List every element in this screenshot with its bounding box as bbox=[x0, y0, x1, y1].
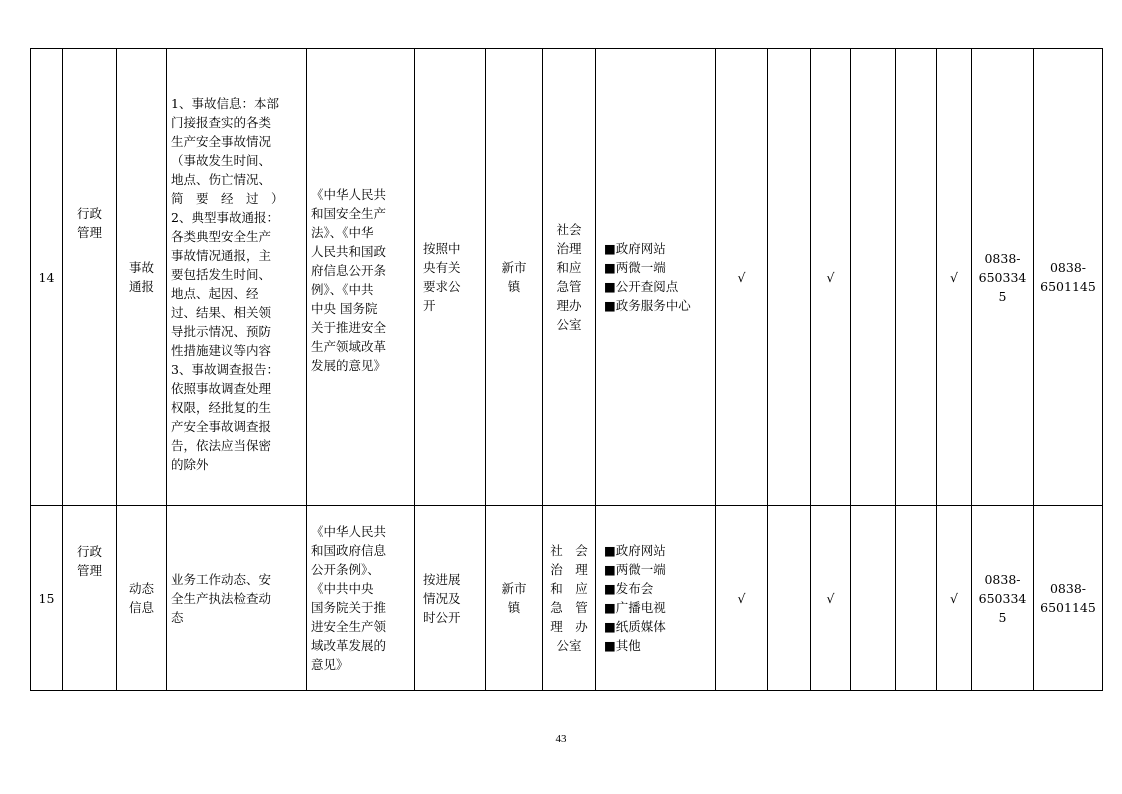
subject-cell: 新市 镇 bbox=[486, 49, 543, 506]
channel-item: ■两微一端 bbox=[604, 562, 666, 577]
department-cell: 社会 治理 和应 急管 理办 公室 bbox=[543, 49, 596, 506]
channels-cell bbox=[596, 506, 716, 691]
check-cell: √ bbox=[937, 49, 972, 506]
page-number: 43 bbox=[555, 733, 567, 745]
channel-item: ■广播电视 bbox=[604, 600, 666, 615]
channel-item: ■政府网站 bbox=[604, 241, 666, 256]
contact-phone-1: 0838- 650334 5 bbox=[972, 49, 1034, 506]
channel-item: ■两微一端 bbox=[604, 260, 666, 275]
item-cell: 事故 通报 bbox=[117, 49, 167, 506]
table-row bbox=[31, 506, 1103, 691]
table-row bbox=[31, 49, 1103, 506]
row-number: 15 bbox=[31, 506, 63, 691]
category-cell: 行政 管理 bbox=[63, 506, 117, 691]
channel-item: ■纸质媒体 bbox=[604, 619, 666, 634]
subject-cell: 新市 镇 bbox=[486, 506, 543, 691]
content-cell: 1、事故信息：本部 门接报查实的各类 生产安全事故情况 （事故发生时间、 地点、伤亡情况、 简 要 经 过 ） 2、典型事故通报： 各类典型安全生产 事故情况通报，主 要包括发生时间、 地点、起因、经 过、结果、相关领 导批示情况、预防 性措施建议等内容 3、事故调查报告： 依照事故调查处理 权限，经批复的生 产安全事故调查报 告，依法应当保密 的除外 bbox=[167, 49, 307, 506]
disclosure-table bbox=[30, 48, 1103, 691]
department-cell: 社 会 治 理 和 应 急 管 理 办 公室 bbox=[543, 506, 596, 691]
basis-cell: 《中华人民共 和国政府信息 公开条例》、 《中共中央 国务院关于推 进安全生产领 域改革发展的 意见》 bbox=[307, 506, 415, 691]
category-cell: 行政 管理 bbox=[63, 49, 117, 506]
check-cell: √ bbox=[937, 506, 972, 691]
content-cell: 业务工作动态、安 全生产执法检查动 态 bbox=[167, 506, 307, 691]
channel-item: ■政务服务中心 bbox=[604, 298, 691, 313]
channel-item: ■发布会 bbox=[604, 581, 654, 596]
check-cell: √ bbox=[716, 506, 768, 691]
channels-cell bbox=[596, 49, 716, 506]
timing-cell: 按进展 情况及 时公开 bbox=[415, 506, 486, 691]
basis-cell: 《中华人民共 和国安全生产 法》、《中华 人民共和国政 府信息公开条 例》、《中共 中央 国务院 关于推进安全 生产领域改革 发展的意见》 bbox=[307, 49, 415, 506]
contact-phone-2: 0838- 6501145 bbox=[1034, 506, 1103, 691]
check-cell: √ bbox=[811, 506, 851, 691]
item-cell: 动态 信息 bbox=[117, 506, 167, 691]
channel-item: ■其他 bbox=[604, 638, 641, 653]
check-cell: √ bbox=[811, 49, 851, 506]
row-number: 14 bbox=[31, 49, 63, 506]
check-cell: √ bbox=[716, 49, 768, 506]
check-cell bbox=[851, 49, 896, 506]
check-cell bbox=[768, 506, 811, 691]
check-cell bbox=[896, 506, 937, 691]
check-cell bbox=[768, 49, 811, 506]
contact-phone-1: 0838- 650334 5 bbox=[972, 506, 1034, 691]
channel-item: ■政府网站 bbox=[604, 543, 666, 558]
channel-item: ■公开查阅点 bbox=[604, 279, 679, 294]
contact-phone-2: 0838- 6501145 bbox=[1034, 49, 1103, 506]
timing-cell: 按照中 央有关 要求公 开 bbox=[415, 49, 486, 506]
check-cell bbox=[896, 49, 937, 506]
check-cell bbox=[851, 506, 896, 691]
